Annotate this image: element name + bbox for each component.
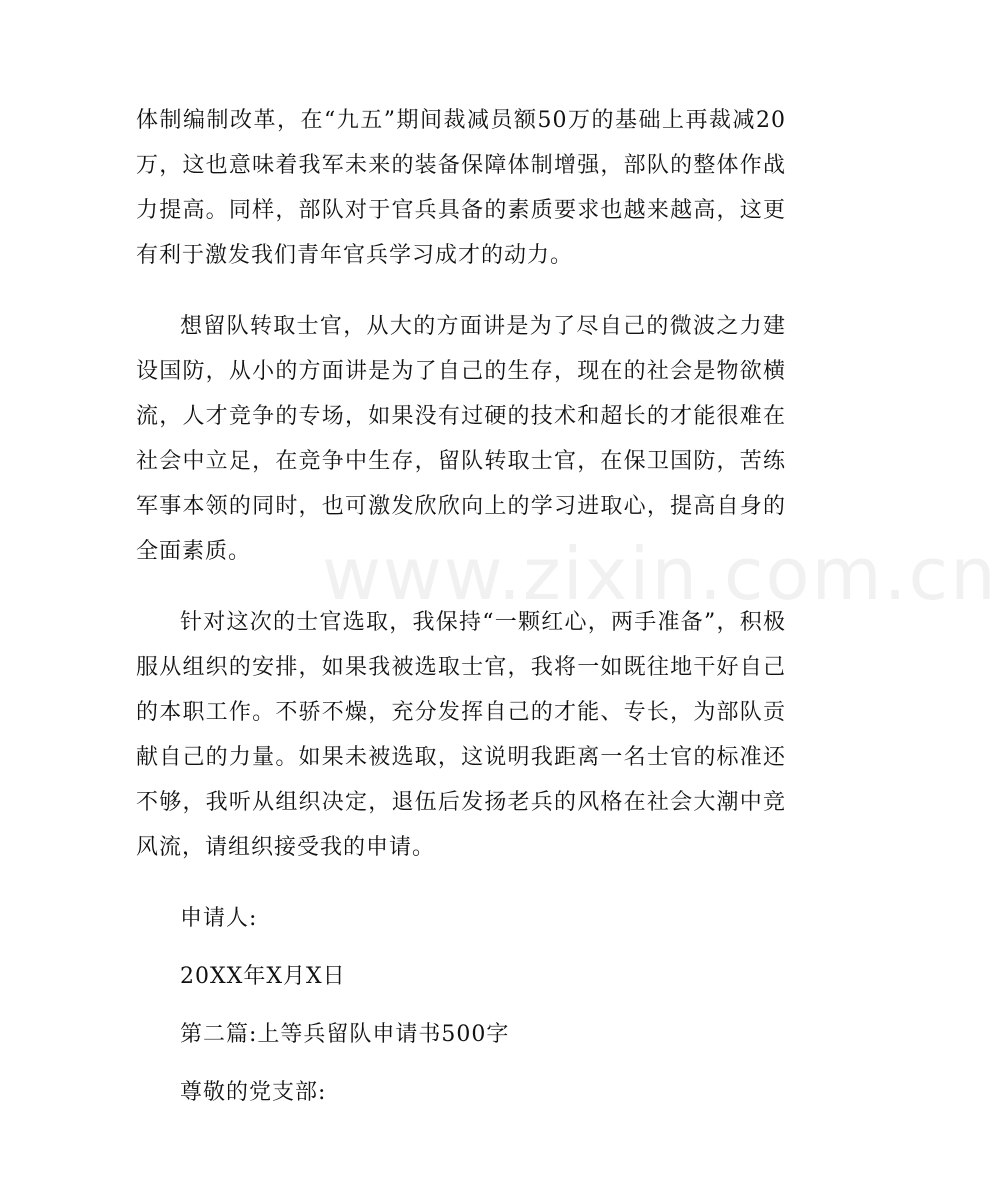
paragraph-commitment: 针对这次的士官选取，我保持“一颗红心，两手准备”，积极服从组织的安排，如果我被选取士官，我将一如既往地干好自己的本职工作。不骄不燥，充分发挥自己的才能、专长，为部队贡献自己的力量。如果未被选取，这说明我距离一名士官的标准还不够，我听从组织决定，退伍后发扬老兵的风格在社会大潮中竞风流，请组织接受我的申请。 [136, 610, 786, 860]
document-body [136, 98, 786, 1128]
salutation: 尊敬的党支部: [180, 1080, 327, 1105]
section-title: 第二篇:上等兵留队申请书500字 [180, 1022, 510, 1047]
date-line: 20XX年X月X日 [180, 964, 346, 989]
applicant-label: 申请人: [180, 906, 258, 931]
paragraph-reason: 想留队转取士官，从大的方面讲是为了尽自己的微波之力建设国防，从小的方面讲是为了自己的生存，现在的社会是物欲横流，人才竞争的专场，如果没有过硬的技术和超长的才能很难在社会中立足，在竞争中生存，留队转取士官，在保卫国防，苦练军事本领的同时，也可激发欣欣向上的学习进取心，提高自身的全面素质。 [136, 314, 786, 564]
paragraph-continuation: 体制编制改革，在“九五”期间裁减员额50万的基础上再裁减20万，这也意味着我军未来的装备保障体制增强，部队的整体作战力提高。同样，部队对于官兵具备的素质要求也越来越高，这更有利于激发我们青年官兵学习成才的动力。 [136, 108, 786, 268]
watermark: www.zixin.com.cn [322, 532, 998, 616]
